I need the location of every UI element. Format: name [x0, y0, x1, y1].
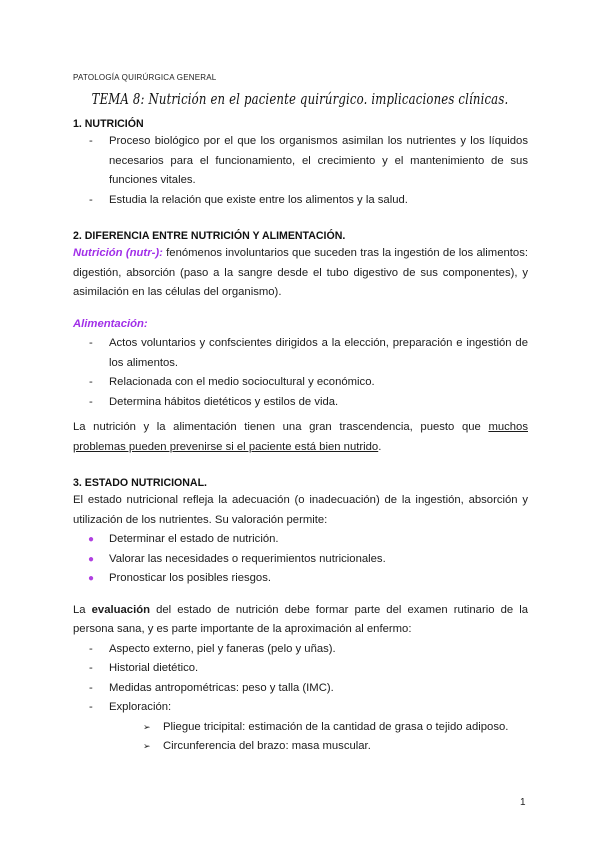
- bullet-dot-icon: ●: [88, 553, 95, 565]
- evaluacion-paragraph: La evaluación del estado de nutrición debe formar parte del examen rutinario de la persona sana, y es parte importante de la aproximación al enfermo:: [73, 603, 528, 635]
- list-item: ● Valorar las necesidades o requerimientos nutricionales.: [73, 550, 528, 570]
- alimentacion-term-line: [73, 315, 528, 335]
- list-item: ● Pronosticar los posibles riesgos.: [73, 569, 528, 589]
- dash-marker: -: [89, 395, 93, 408]
- dash-marker: -: [89, 135, 93, 147]
- alimentacion-list: [73, 334, 528, 412]
- dash-marker: -: [89, 193, 93, 206]
- closing-paragraph: La nutrición y la alimentación tienen una gran trascendencia, puesto que muchos problemas pueden prevenirse si el paciente está bien nutrido.: [73, 421, 528, 453]
- dash-marker: -: [89, 337, 93, 349]
- exploracion-list: [73, 718, 528, 757]
- evaluacion-bold: evaluación: [91, 603, 151, 616]
- list-item: - Exploración:: [73, 698, 528, 718]
- bullet-dot-icon: ●: [88, 573, 95, 584]
- document-title: TEMA 8: Nutrición en el paciente quirúrgico. implicaciones clínicas.: [91, 90, 509, 108]
- nutricion-definition: Nutrición (nutr-): fenómenos involuntarios que suceden tras la ingestión de los alimentos: digestión, absorción (paso a la sangre desde el tubo digestivo de sus componentes), y asimilación en las células del organismo).: [73, 247, 528, 298]
- valoracion-list: [73, 530, 528, 589]
- list-item: - Proceso biológico por el que los organismos asimilan los nutrientes y los líquidos necesarios para el funcionamiento, el crecimiento y el mantenimiento de sus funciones vitales.: [73, 132, 528, 191]
- nutricion-list: [73, 132, 528, 210]
- arrow-bullet-icon: ➢: [143, 721, 151, 732]
- bullet-dot-icon: ●: [88, 534, 95, 545]
- dash-marker: -: [89, 376, 93, 388]
- arrow-bullet-icon: ➢: [143, 741, 151, 751]
- list-item: ➢ Circunferencia del brazo: masa muscular.: [73, 737, 528, 757]
- course-header: PATOLOGÍA QUIRÚRGICA GENERAL: [73, 73, 217, 82]
- underlined-text: muchos problemas pueden prevenirse si el paciente está bien nutrido: [73, 421, 528, 453]
- dash-marker: -: [89, 642, 93, 655]
- section-heading-diferencia: 2. DIFERENCIA ENTRE NUTRICIÓN Y ALIMENTACIÓN.: [73, 230, 346, 242]
- estado-intro: El estado nutricional refleja la adecuación (o inadecuación) de la ingestión, absorción y utilización de los nutrientes. Su valoración permite:: [73, 494, 528, 526]
- dash-marker: -: [89, 701, 93, 713]
- list-item: - Estudia la relación que existe entre los alimentos y la salud.: [73, 191, 528, 211]
- page-number: 1: [520, 797, 526, 808]
- list-item: - Medidas antropométricas: peso y talla (IMC).: [73, 679, 528, 699]
- section-heading-estado: 3. ESTADO NUTRICIONAL.: [73, 477, 207, 489]
- section-heading-nutricion: 1. NUTRICIÓN: [73, 118, 144, 130]
- dash-marker: -: [89, 681, 93, 694]
- dash-marker: -: [89, 662, 93, 674]
- list-item: - Aspecto externo, piel y faneras (pelo y uñas).: [73, 640, 528, 660]
- list-item: - Relacionada con el medio sociocultural y económico.: [73, 373, 528, 393]
- alimentacion-term: Alimentación:: [73, 317, 148, 330]
- document-body: [73, 116, 528, 757]
- nutricion-term: Nutrición (nutr-):: [73, 247, 163, 259]
- list-item: - Actos voluntarios y confscientes dirigidos a la elección, preparación e ingestión de los alimentos.: [73, 334, 528, 373]
- list-item: ● Determinar el estado de nutrición.: [73, 530, 528, 550]
- list-item: - Determina hábitos dietéticos y estilos de vida.: [73, 393, 528, 413]
- evaluacion-list: [73, 640, 528, 718]
- list-item: ➢ Pliegue tricipital: estimación de la cantidad de grasa o tejido adiposo.: [73, 718, 528, 738]
- list-item: - Historial dietético.: [73, 659, 528, 679]
